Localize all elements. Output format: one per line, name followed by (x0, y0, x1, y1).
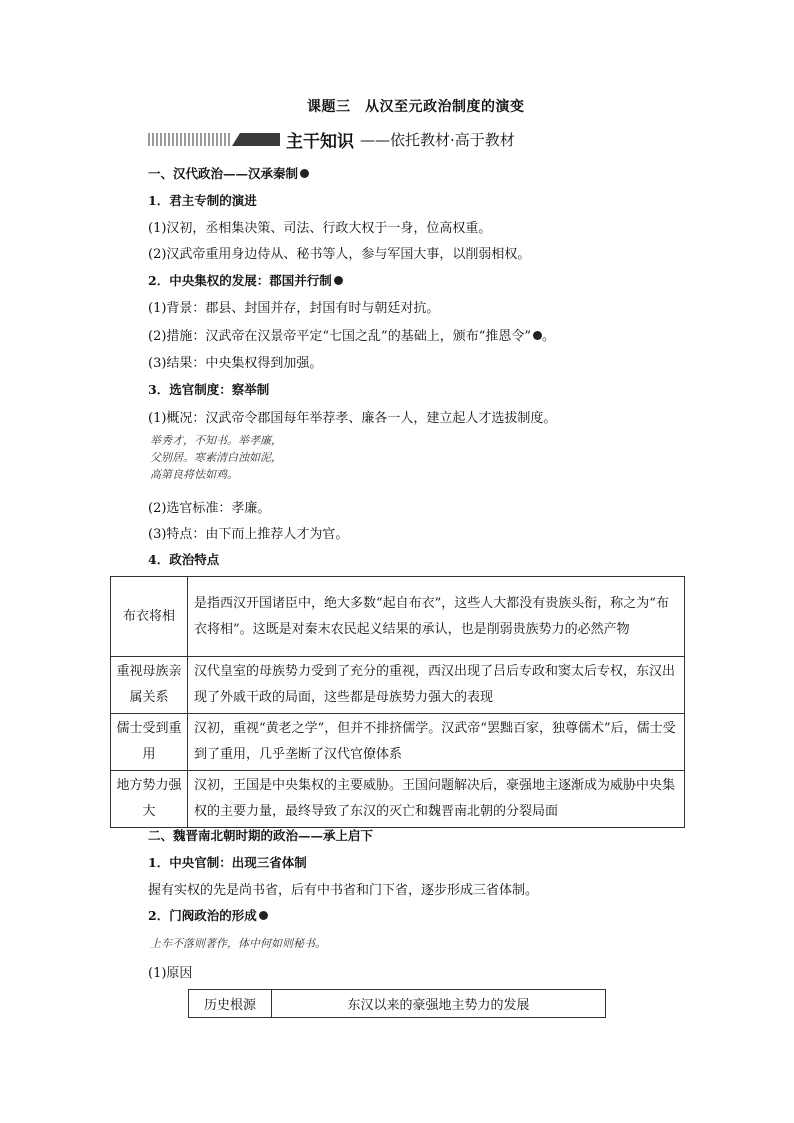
s1-p6: (1)概况：汉武帝令郡国每年举荐孝、廉各一人，建立起人才选拔制度。 (148, 411, 557, 426)
note-marker-icon (259, 911, 268, 920)
causes-table (188, 989, 606, 1018)
s1-p3: (1)背景：郡县、封国并存，封国有时与朝廷对抗。 (148, 301, 440, 316)
s1-p1: (1)汉初，丞相集决策、司法、行政大权于一身，位高权重。 (148, 221, 492, 236)
s1-p4-text: (2)措施：汉武帝在汉景帝平定“七国之乱”的基础上，颁布“推恩令” (148, 329, 531, 344)
s2-p2: (1)原因 (148, 966, 193, 981)
s2-h2-text: 2．门阀政治的形成 (148, 908, 257, 923)
s1-p7: (2)选官标准：孝廉。 (148, 501, 271, 516)
s1-p4-end: 。 (542, 329, 556, 344)
s1-p5: (3)结果：中央集权得到加强。 (148, 356, 323, 371)
feature-value: 是指西汉开国诸臣中，绝大多数“起自布衣”，这些人大都没有贵族头衔，称之为“布衣将相”。这既是对秦末农民起义结果的承认，也是削弱贵族势力的必然产物 (188, 577, 685, 657)
s2-p1: 握有实权的先是尚书省，后有中书省和门下省，逐步形成三省体制。 (148, 883, 539, 898)
handwritten-note-1 (150, 432, 282, 483)
feature-key: 布衣将相 (111, 577, 188, 657)
s1-h2-text: 2．中央集权的发展：郡国并行制 (148, 273, 332, 288)
table-row (111, 657, 685, 714)
handwritten-line: 父别居。寒素清白浊如泥， (150, 451, 282, 464)
note-marker-icon (300, 169, 309, 178)
handwritten-line: 举秀才，不知书。举孝廉， (150, 434, 282, 447)
s2-h2 (148, 906, 268, 924)
banner-heading: 主干知识 (286, 132, 354, 152)
table-row (111, 714, 685, 771)
banner-stripes (148, 133, 230, 146)
feature-value: 汉代皇室的母族势力受到了充分的重视，西汉出现了吕后专政和窦太后专权，东汉出现了外戚干政的局面，这些都是母族势力强大的表现 (188, 657, 685, 714)
section-1-heading (148, 164, 309, 182)
cause-value: 东汉以来的豪强地主势力的发展 (272, 990, 606, 1018)
note-marker-icon (533, 331, 542, 340)
section-banner (148, 129, 560, 152)
feature-value: 汉初，重视“黄老之学”，但并不排挤儒学。汉武帝“罢黜百家，独尊儒术”后，儒士受到了重用，几乎垄断了汉代官僚体系 (188, 714, 685, 771)
handwritten-line: 高第良将怯如鸡。 (150, 468, 238, 481)
section-2-heading: 二、魏晋南北朝时期的政治——承上启下 (148, 828, 374, 843)
feature-key: 儒士受到重用 (111, 714, 188, 771)
table-row (111, 771, 685, 828)
page-title: 课题三 从汉至元政治制度的演变 (307, 99, 525, 115)
feature-key: 重视母族亲属关系 (111, 657, 188, 714)
banner-subtitle: ——依托教材·高于教材 (360, 131, 515, 149)
s1-p2: (2)汉武帝重用身边侍从、秘书等人，参与军国大事，以削弱相权。 (148, 247, 531, 262)
feature-value: 汉初，王国是中央集权的主要威胁。王国问题解决后，豪强地主逐渐成为威胁中央集权的主要力量，最终导致了东汉的灭亡和魏晋南北朝的分裂局面 (188, 771, 685, 828)
s1-p8: (3)特点：由下而上推荐人才为官。 (148, 527, 349, 542)
feature-key: 地方势力强大 (111, 771, 188, 828)
table-row (111, 577, 685, 657)
political-features-table (110, 576, 685, 828)
s1-p4 (148, 325, 555, 344)
section-1-heading-text: 一、汉代政治——汉承秦制 (148, 166, 299, 181)
s1-h1: 1．君主专制的演进 (148, 193, 257, 208)
table-row (189, 990, 606, 1018)
handwritten-note-2: 上车不落则著作，体中何如则秘书。 (150, 937, 326, 950)
s1-h4: 4．政治特点 (148, 552, 220, 567)
note-marker-icon (334, 276, 343, 285)
cause-key: 历史根源 (189, 990, 272, 1018)
banner-bar (232, 133, 280, 146)
s1-h3: 3．选官制度：察举制 (148, 382, 270, 397)
s1-h2 (148, 271, 343, 289)
s2-h1: 1．中央官制：出现三省体制 (148, 855, 307, 870)
